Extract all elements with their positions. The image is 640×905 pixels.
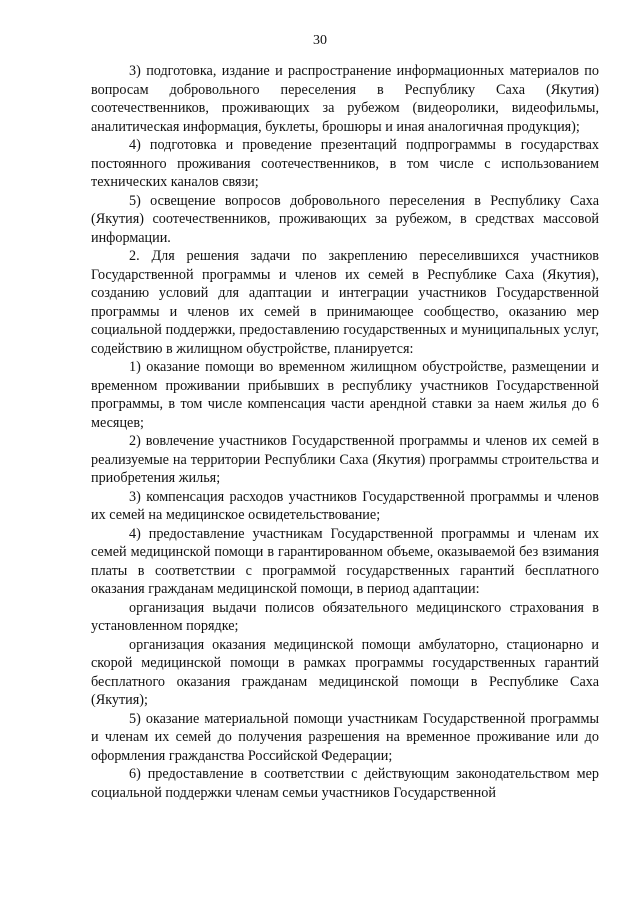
paragraph-item-3-info-materials: 3) подготовка, издание и распространение информационных материалов по вопросам добровольного переселения в Республику Саха (Якутия) соотечественников, проживающих за рубежом (видеоролики, видеофильмы, аналитическая информация, буклеты, брошюры и иная аналогичная продукция); (91, 63, 599, 135)
paragraph-item-3-medical-exam: 3) компенсация расходов участников Государственной программы и членов их семей на медицинское освидетельствование; (91, 488, 599, 523)
document-body (91, 62, 599, 802)
paragraph-section-2-intro: 2. Для решения задачи по закреплению переселившихся участников Государственной программы и членов их семей в Республике Саха (Якутия), созданию условий для адаптации и интеграции участников Государственной программы и членов их семей в принимающее сообщество, оказанию мер социальной поддержки, предоставлению государственных и муниципальных услуг, содействию в жилищном обустройстве, планируется: (91, 248, 599, 357)
paragraph-medical-organization: организация оказания медицинской помощи амбулаторно, стационарно и скорой медицинской помощи в рамках программы государственных гарантий бесплатного оказания гражданам медицинской помощи в Республике Саха (Якутия); (91, 636, 599, 708)
paragraph-item-5-media-coverage: 5) освещение вопросов добровольного переселения в Республику Саха (Якутия) соотечественников, проживающих за рубежом, в средствах массовой информации. (91, 192, 599, 246)
paragraph-insurance-policies: организация выдачи полисов обязательного медицинского страхования в установленном порядке; (91, 599, 599, 634)
paragraph-item-1-housing-help: 1) оказание помощи во временном жилищном обустройстве, размещении и временном проживании прибывших в республику участников Государственной программы, в том числе компенсация части арендной ставки за наем жилья до 6 месяцев; (91, 359, 599, 431)
paragraph-item-5-material-aid: 5) оказание материальной помощи участникам Государственной программы и членам их семей до получения разрешения на временное проживание или до оформления гражданства Российской Федерации; (91, 710, 599, 764)
paragraph-item-4-medical-care: 4) предоставление участникам Государственной программы и членам их семей медицинской помощи в гарантированном объеме, оказываемой без взимания платы в соответствии с программой государственных гарантий бесплатного оказания гражданам медицинской помощи, в период адаптации: (91, 525, 599, 597)
page-number: 30 (313, 33, 327, 48)
paragraph-item-2-housing-programs: 2) вовлечение участников Государственной программы и членов их семей в реализуемые на территории Республики Саха (Якутия) программы строительства и приобретения жилья; (91, 433, 599, 486)
paragraph-item-6-social-support: 6) предоставление в соответствии с действующим законодательством мер социальной поддержки членам семьи участников Государственной (91, 766, 599, 801)
paragraph-item-4-presentations: 4) подготовка и проведение презентаций подпрограммы в государствах постоянного проживания соотечественников, в том числе с использованием технических каналов связи; (91, 137, 599, 190)
